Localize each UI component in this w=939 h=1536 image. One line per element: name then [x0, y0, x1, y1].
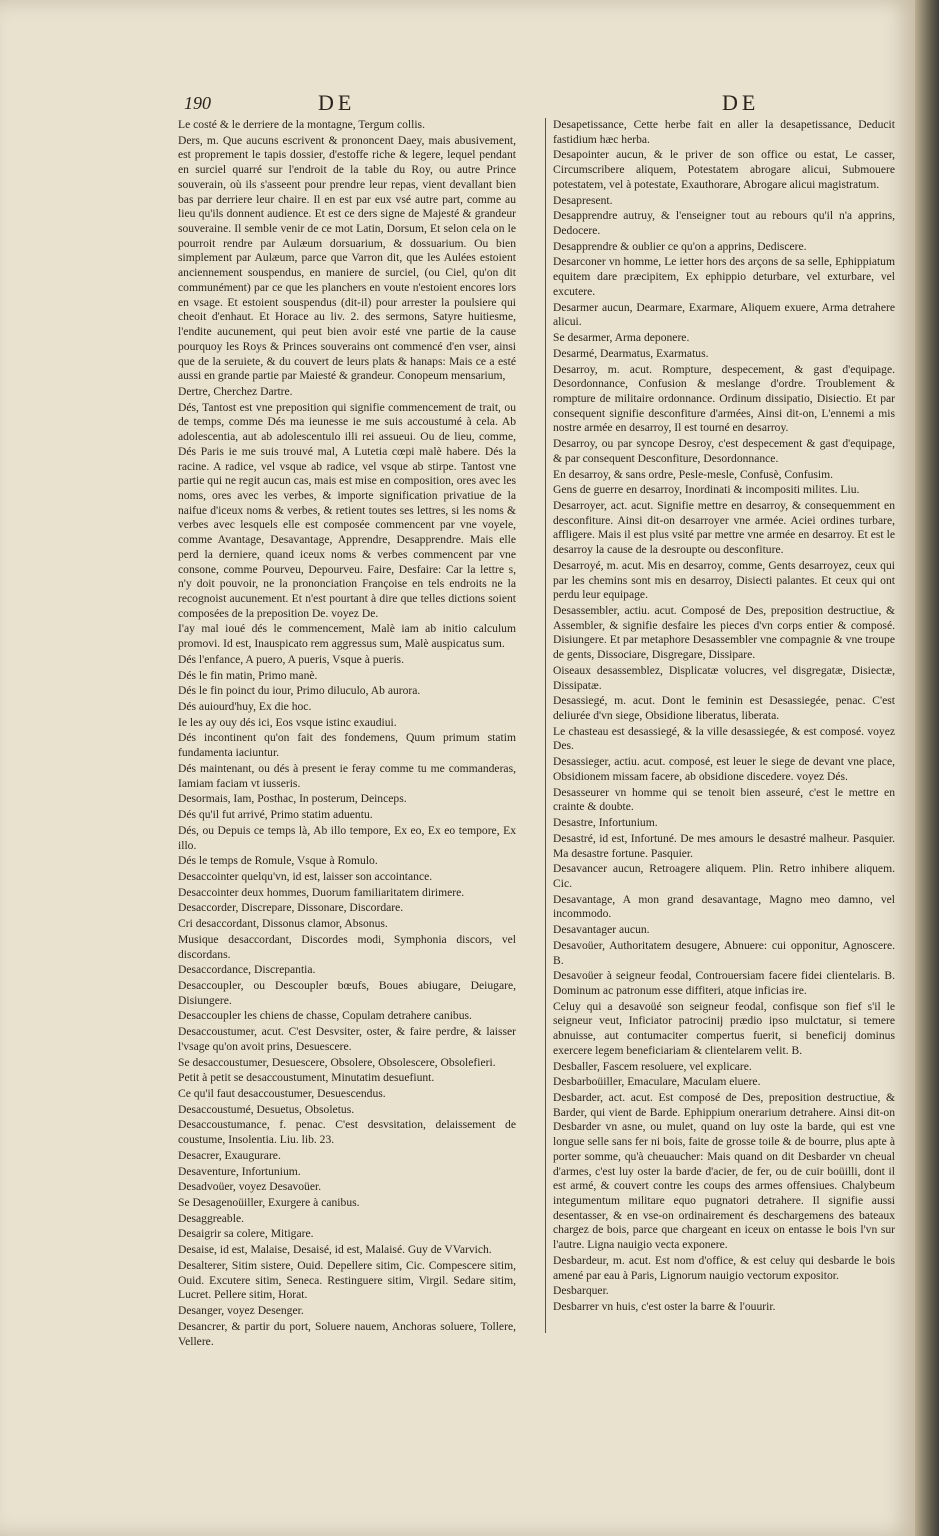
- dictionary-entry: Se desarmer, Arma deponere.: [553, 331, 690, 345]
- dictionary-entry: Ce qu'il faut desaccoustumer, Desuescendus.: [178, 1087, 386, 1100]
- dictionary-entry: Desarroy, m. acut. Rompture, despecement, & gast d'equipage. Desordonnance, Confusion & meslange d'ordre. Troublement & rompture de militaire ordonnance. Ordinum dissipatio, Disiectio. Et par consequent signifie desconfiture d'armées, Ainsi dit-on, L'ennemi a mis nostre armée en desarroy, Il est tourné en desarroy.: [553, 362, 895, 435]
- page-number: 190: [184, 93, 211, 113]
- dictionary-entry: Le costé & le derriere de la montagne, Tergum collis.: [178, 118, 425, 131]
- dictionary-entry: Desadvoüer, voyez Desavoüer.: [178, 1180, 322, 1194]
- dictionary-entry: Desarroyer, act. acut. Signifie mettre en desarroy, & consequemment en desconfiture. Ainsi dit-on desarroyer vne armée. Aciei ordines turbare, affligere. Mais il est plus vsité par mettre vne armée en desarroy. Et est le desarroy la cause de la desroupte ou desconfiture.: [553, 498, 895, 557]
- dictionary-entry: Ders, m. Que aucuns escrivent & prononcent Daey, mais abusivement, est proprement le tapis dossier, d'estoffe riche & legere, lequel pendant en surciel quarré sur l'endroit de la table du Roy, ou autre Prince souverain, où ils s'asseent pour prendre leur repas, vient devallant bien bas par derriere leur chaire. Il en est par eux vsé autre part, comme au lieu qu'ils donnent audience. Et est ce ders signe de Majesté & grandeur souveraine. Il semble venir de ce mot Latin, Dorsum, Et selon cela on le pourroit rendre par Aulæum dorsuarium, & dossuarium. Ou bien simplement par Aulæum, parce que Varron dit, que les Aulées estoient anciennement souspendus, en maniere de surciel, (ou Ciel, qu'on dit communément) par ce que les planchers en voute n'estoient encores lors en vsage. Et estoient souspendus (dit-il) pour arrester la poulsiere qui cheoit d'enhaut. Et Horace au liv. 2. des sermons, Satyre huitiesme, l'endite aucunement, qui peut bien avoir esté vne partie de la cause pourquoy les Roys & Princes souverains ont commencé d'en vser, ainsi que de la seruiete, & du couvert de leurs plats & hanaps: Mais ce a esté aussi en grande partie par Maiesté & grandeur. Conopeum mensarium,: [178, 133, 516, 383]
- dictionary-entry: Desaise, id est, Malaise, Desaisé, id est, Malaisé. Guy de VVarvich.: [178, 1243, 492, 1257]
- dictionary-entry: Ie les ay ouy dés ici, Eos vsque istinc exaudiui.: [178, 715, 397, 729]
- dictionary-entry: Desavoüer, Authoritatem desugere, Abnuere: cui opponitur, Agnoscere. B.: [553, 938, 895, 967]
- dictionary-entry: Desastre, Infortunium.: [553, 816, 658, 830]
- dictionary-entry: Desaccoustumer, acut. C'est Desvsiter, oster, & faire perdre, & laisser l'vsage qu'on avoit prins, Desuescere.: [178, 1025, 516, 1053]
- dictionary-entry: Desarroyé, m. acut. Mis en desarroy, comme, Gents desarroyez, ceux qui par les chemins sont mis en desarroy, Disiecti palantes. Et ceux qui ont perdu leur equipage.: [553, 558, 895, 602]
- dictionary-entry: Le chasteau est desassiegé, & la ville desassiegée, & est composé. voyez Des.: [553, 724, 895, 753]
- left-column: [178, 118, 516, 1448]
- dictionary-entry: Desapresent.: [553, 193, 613, 207]
- dictionary-entry: Desaccoupler, ou Descoupler bœufs, Boues abiugare, Deiugare, Disiungere.: [178, 978, 516, 1007]
- dictionary-entry: Dés l'enfance, A puero, A pueris, Vsque à pueris.: [178, 652, 404, 666]
- dictionary-entry: Petit à petit se desaccoustument, Minutatim desuefiunt.: [178, 1071, 435, 1085]
- dictionary-entry: Dés le temps de Romule, Vsque à Romulo.: [178, 854, 378, 868]
- dictionary-entry: Desarmer aucun, Dearmare, Exarmare, Aliquem exuere, Arma detrahere alicui.: [553, 300, 895, 329]
- running-head-right: DE: [722, 90, 760, 115]
- dictionary-entry: Desaccoupler les chiens de chasse, Copulam detrahere canibus.: [178, 1009, 472, 1023]
- dictionary-entry: Desormais, Iam, Posthac, In posterum, Deinceps.: [178, 792, 407, 806]
- dictionary-entry: En desarroy, & sans ordre, Pesle-mesle, Confusè, Confusim.: [553, 467, 834, 481]
- dictionary-entry: Desbarquer.: [553, 1284, 609, 1298]
- dictionary-entry: Desanger, voyez Desenger.: [178, 1304, 304, 1318]
- dictionary-entry: Desastré, id est, Infortuné. De mes amours le desastré malheur. Pasquier. Ma desastre fortune. Pasquier.: [553, 831, 895, 860]
- dictionary-entry: Se desaccoustumer, Desuescere, Obsolere, Obsolescere, Obsolefieri.: [178, 1055, 496, 1069]
- dictionary-entry: Desbarboüiller, Emaculare, Maculam eluere.: [553, 1075, 761, 1089]
- dictionary-entry: Celuy qui a desavoüé son seigneur feodal, confisque son fief s'il le seigneur veut, Inficiator patrocinij prædio ipso mulctatur, si temere abnuisse, aut contumaciter compertus fuerit, si beneficij dominus exercere legem beneficiariam & clientelarem velit. B.: [553, 999, 895, 1057]
- dictionary-entry: Dés, ou Depuis ce temps là, Ab illo tempore, Ex eo, Ex eo tempore, Ex illo.: [178, 823, 516, 852]
- dictionary-entry: Desaccorder, Discrepare, Dissonare, Discordare.: [178, 901, 404, 915]
- dictionary-entry: Desalterer, Sitim sistere, Ouid. Depellere sitim, Cic. Compescere sitim, Ouid. Excutere sitim, Seneca. Restinguere sitim, Virgil. Sedare sitim, Lucret. Pellere sitim, Horat.: [178, 1258, 516, 1302]
- dictionary-entry: Desasseurer vn homme qui se tenoit bien asseuré, c'est le mettre en crainte & doubte.: [553, 785, 895, 814]
- dictionary-entry: Desavantage, A mon grand desavantage, Magno meo damno, vel incommodo.: [553, 892, 895, 921]
- right-column: [553, 118, 895, 1448]
- page-edge: [915, 0, 939, 1536]
- dictionary-entry: Desaccoustumé, Desuetus, Obsoletus.: [178, 1102, 355, 1116]
- dictionary-entry: Dés auiourd'huy, Ex die hoc.: [178, 700, 312, 714]
- dictionary-entry: Desaccoustumance, f. penac. C'est desvsitation, delaissement de coustume, Insolentia. Liu. lib. 23.: [178, 1118, 516, 1147]
- dictionary-entry: Dés incontinent qu'on fait des fondemens, Quum primum statim fundamenta iaciuntur.: [178, 731, 516, 760]
- dictionary-entry: Desapprendre autruy, & l'enseigner tout au rebours qu'il n'a apprins, Dedocere.: [553, 209, 895, 238]
- dictionary-entry: Desaccointer deux hommes, Duorum familiaritatem dirimere.: [178, 885, 465, 899]
- dictionary-entry: Se Desagenoüiller, Exurgere à canibus.: [178, 1196, 360, 1210]
- dictionary-entry: Gens de guerre en desarroy, Inordinati & incompositi milites. Liu.: [553, 483, 860, 497]
- dictionary-entry: Desbarrer vn huis, c'est oster la barre & l'ouurir.: [553, 1300, 776, 1314]
- dictionary-entry: Desballer, Fascem resoluere, vel explicare.: [553, 1059, 752, 1073]
- dictionary-entry: Musique desaccordant, Discordes modi, Symphonia discors, vel discordans.: [178, 932, 516, 961]
- dictionary-entry: I'ay mal ioué dés le commencement, Malè iam ab initio calculum promovi. Id est, Inauspicato rem aggressus sum, Malè auspicatus sum.: [178, 622, 516, 651]
- dictionary-entry: Cri desaccordant, Dissonus clamor, Absonus.: [178, 917, 388, 931]
- dictionary-entry: Desavantager aucun.: [553, 923, 650, 937]
- dictionary-entry: Dés le fin matin, Primo manè.: [178, 668, 318, 682]
- dictionary-entry: Desbardeur, m. acut. Est nom d'office, & est celuy qui desbarde le bois amené par eau à Paris, Lignorum nauigio vectorum expositor.: [553, 1253, 895, 1282]
- dictionary-entry: Desapointer aucun, & le priver de son office ou estat, Le casser, Circumscribere aliquem, Potestatem abrogare alicui, Submouere potestatem, vel à potestate, Exauthorare, Abrogare alicui magistratum.: [553, 148, 895, 191]
- running-head-left: DE: [318, 90, 356, 115]
- dictionary-entry: Dés, Tantost est vne preposition qui signifie commencement de trait, ou de temps, comme Dés ma ieunesse ie me suis accoustumé à cela. Ab adolescentia, aut ab adolescentulo illi rei assueui. Ou de lieu, comme, Dés Paris ie me suis trouvé mal, A Lutetia cœpi malè habere. Dés la racine. A radice, vel vsque ab radice, vel vsque ab stirpe. Tantost vne partie qui ne regit aucun cas, mais est mise en composition, ores avec les noms, ores avec les verbes, & importe signification privatiue de la naifue d'iceux noms & verbes, & retient toutes ses lettres, si les noms & verbes avec lesquels elle est composée commencent par vne voyele, comme Avantage, Desavantage, Apprendre, Desapprendre. Mais elle perd la derniere, quand iceux noms & verbes commencent par vne consone, comme Pourveu, Depourveu. Faire, Desfaire: Car la lettre s, n'y doit pouvoir, ne la prononciation Françoise en tels endroits ne la recognoist aucunement. Et n'est pourtant à dire que telles dictions soient composées de la preposition De. voyez De.: [178, 400, 516, 620]
- dictionary-entry: Desapprendre & oublier ce qu'on a apprins, Dediscere.: [553, 239, 807, 253]
- dictionary-entry: Desarmé, Dearmatus, Exarmatus.: [553, 346, 709, 360]
- dictionary-entry: Desancrer, & partir du port, Soluere nauem, Anchoras soluere, Tollere, Vellere.: [178, 1319, 516, 1348]
- dictionary-entry: Desacrer, Exaugurare.: [178, 1148, 281, 1162]
- dictionary-entry: Desbarder, act. acut. Est composé de Des, preposition destructiue, & Barder, qui vient de Barde. Ephippium onerarium detrahere. Ainsi dit-on Desbarder vn asne, ou mulet, quand on luy oste la barde, qui est vne longue selle sans fer ni bois, faite de grosse toile & de bourre, plus apte à porter somme, qu'à cheuaucher: Mais quand on dit Desbarder vn cheual d'armes, c'est luy oster la barde d'acier, de fer, ou de cuir boüilli, dont il est armé, & couvert contre les coups des armes offensiues. Chalybeum integumentum militare equo pugnatori detrahere. Il signifie aussi desentasser, & en vse-on ordinairement és deschargemens des bateaux chargez de bois, parce que chargeant en iceux on entasse le bois l'vn sur l'autre. Ligna nauigio vecta exponere.: [553, 1091, 895, 1252]
- dictionary-entry: Desaccointer quelqu'vn, id est, laisser son accointance.: [178, 869, 433, 883]
- dictionary-entry: Desavancer aucun, Retroagere aliquem. Plin. Retro inhibere aliquem. Cic.: [553, 862, 895, 890]
- dictionary-entry: Desaggreable.: [178, 1211, 244, 1225]
- dictionary-entry: Desavoüer à seigneur feodal, Controuersiam facere fidei clientelaris. B. Dominum ac patronum esse diffiteri, atque inficias ire.: [553, 969, 895, 997]
- column-divider: [545, 118, 546, 1333]
- dictionary-entry: Desassieger, actiu. acut. composé, est leuer le siege de devant vne place, Obsidionem missam facere, ab obsidione discedere. voyez Dés.: [553, 755, 895, 783]
- dictionary-entry: Desaigrir sa colere, Mitigare.: [178, 1227, 314, 1241]
- dictionary-entry: Dertre, Cherchez Dartre.: [178, 384, 293, 398]
- dictionary-entry: Desapetissance, Cette herbe fait en aller la desapetissance, Deducit fastidium hæc herba.: [553, 118, 895, 146]
- dictionary-entry: Dés maintenant, ou dés à present ie feray comme tu me commanderas, Iamiam faciam vt iusseris.: [178, 761, 516, 790]
- dictionary-entry: Desassiegé, m. acut. Dont le feminin est Desassiegée, penac. C'est deliurée d'vn siege, Obsidione liberatus, liberata.: [553, 694, 895, 723]
- dictionary-entry: Dés le fin poinct du iour, Primo diluculo, Ab aurora.: [178, 684, 421, 698]
- dictionary-entry: Oiseaux desassemblez, Displicatæ volucres, vel disgregatæ, Disiectæ, Dissipatæ.: [553, 663, 895, 692]
- dictionary-entry: Desassembler, actiu. acut. Composé de Des, preposition destructiue, & Assembler, & signifie desfaire les pieces d'vn corps entier & composé. Disiungere. Et par metaphore Desassembler vne compagnie & vne troupe de gents, Dissociare, Disgregare, Dissipare.: [553, 604, 895, 662]
- dictionary-entry: Desarconer vn homme, Le ietter hors des arçons de sa selle, Ephippiatum equitem dare præcipitem, Ex ephippio deturbare, vel exturbare, vel excutere.: [553, 255, 895, 298]
- dictionary-entry: Dés qu'il fut arrivé, Primo statim aduentu.: [178, 808, 373, 822]
- dictionary-entry: Desaventure, Infortunium.: [178, 1164, 301, 1178]
- dictionary-entry: Desaccordance, Discrepantia.: [178, 963, 316, 977]
- dictionary-entry: Desarroy, ou par syncope Desroy, c'est despecement & gast d'equipage, & par consequent Desconfiture, Desordonnance.: [553, 437, 895, 465]
